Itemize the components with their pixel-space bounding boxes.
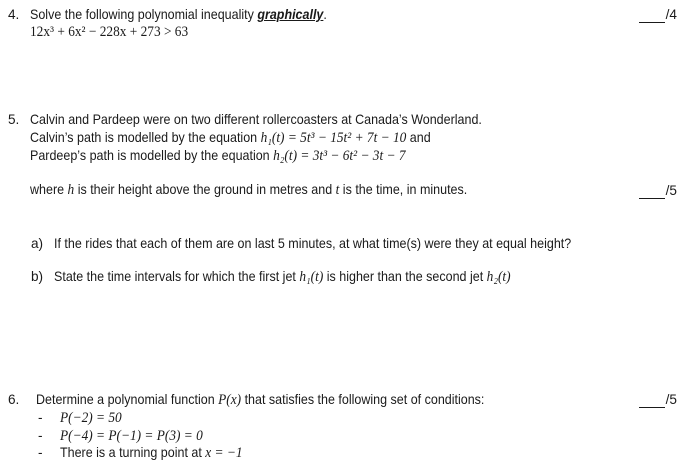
- q4-score-blank[interactable]: [639, 9, 665, 23]
- q6-bullet-1: -: [38, 410, 43, 425]
- q5-score-blank[interactable]: [639, 185, 665, 199]
- q5-score: /5: [639, 182, 677, 199]
- q4-score: /4: [639, 6, 677, 23]
- q6-bullet-3: -: [38, 445, 43, 460]
- q5b-text: State the time intervals for which the first jet h₁(t) is higher than the second jet h₂(t): [54, 269, 511, 285]
- q5-line1: Calvin and Pardeep were on two different rollercoasters at Canada’s Wonderland.: [30, 112, 482, 127]
- q5a-label: a): [31, 236, 44, 251]
- q5-line2: Calvin’s path is modelled by the equation h₁(t) = 5t³ − 15t² + 7t − 10 and: [30, 130, 431, 146]
- q5-line3: Pardeep’s path is modelled by the equation h₂(t) = 3t³ − 6t² − 3t − 7: [30, 148, 406, 164]
- q6-condition-1: P(−2) = 50: [60, 410, 122, 426]
- q5a-text: If the rides that each of them are on last 5 minutes, at what time(s) were they at equal height?: [54, 236, 572, 251]
- q5-line4: where h is their height above the ground in metres and t is the time, in minutes.: [30, 182, 468, 198]
- q4-number: 4.: [8, 7, 20, 22]
- q5b-label: b): [31, 269, 44, 284]
- q6-score-blank[interactable]: [639, 394, 665, 408]
- q6-score: /5: [639, 391, 677, 408]
- q5-number: 5.: [8, 112, 20, 127]
- q6-condition-3: There is a turning point at x = −1: [60, 445, 243, 461]
- q6-bullet-2: -: [38, 428, 43, 443]
- q4-emphasis: graphically: [257, 7, 324, 22]
- q4-prompt: Solve the following polynomial inequality graphically.: [30, 7, 327, 22]
- q4-inequality: 12x³ + 6x² − 228x + 273 > 63: [30, 24, 189, 40]
- q6-condition-2: P(−4) = P(−1) = P(3) = 0: [60, 428, 203, 444]
- q6-prompt: Determine a polynomial function P(x) that satisfies the following set of conditions:: [36, 392, 485, 408]
- q6-number: 6.: [8, 392, 20, 407]
